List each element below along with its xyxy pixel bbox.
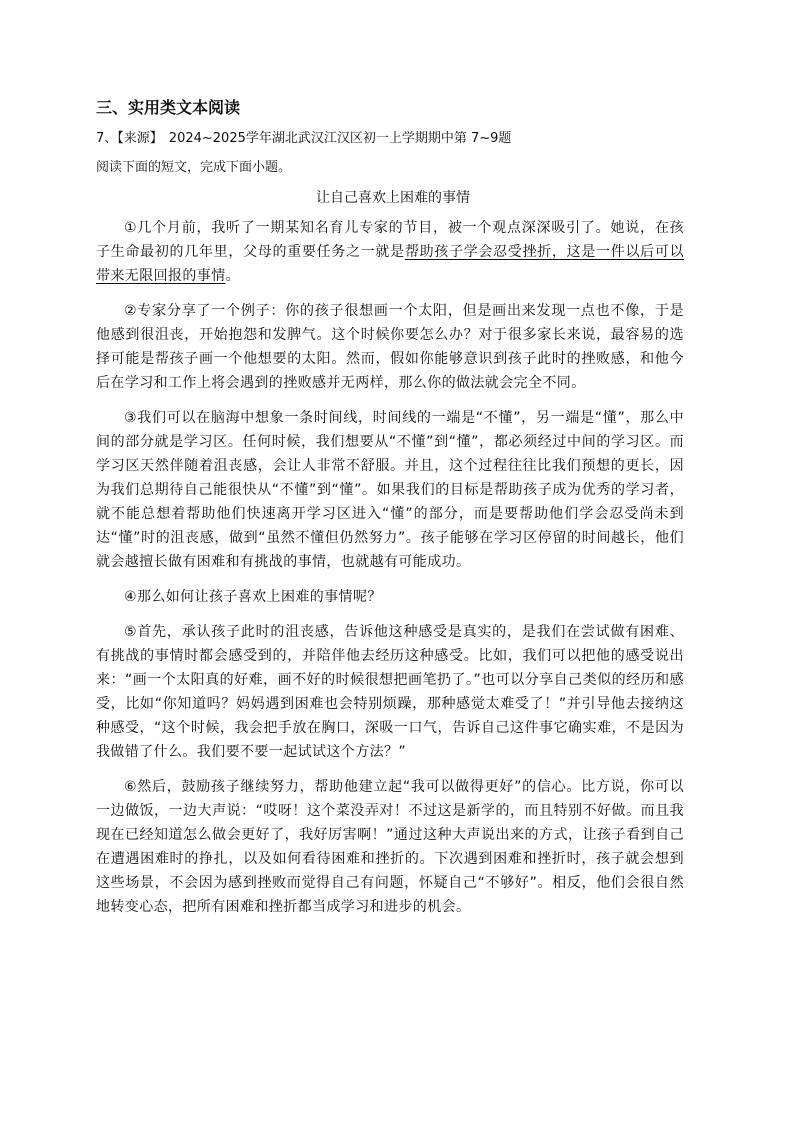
question-number: 7、 <box>96 131 118 146</box>
question-instruction: 阅读下面的短文，完成下面小题。 <box>96 160 292 175</box>
article-title: 让自己喜欢上困难的事情 <box>316 190 470 206</box>
paragraph-2: ②专家分享了一个例子：你的孩子很想画一个太阳，但是画出来发现一点也不像，于是他感到很沮丧，开始抱怨和发脾气。这个时候你要怎么办？对于很多家长来说，最容易的选择可能是帮孩子画一个他想要的太阳。然而，假如你能够意识到孩子此时的挫败感，和他今后在学习和工作上将会遇到的挫败感并无两样，那么你的做法就会完全不同。 <box>96 303 684 391</box>
paragraph-1-underlined-sentence: 帮助孩子学会忍受挫折，这是一件以后可以带来无限回报的事情 <box>96 244 684 284</box>
paragraph-1-end: 。 <box>225 268 241 284</box>
paragraph-4: ④那么如何让孩子喜欢上困难的事情呢？ <box>124 589 382 605</box>
paragraph-1-text: ①几个月前，我听了一期某知名育儿专家的节目，被一个观点深深吸引了。她说，在孩子生命最初的几年里，父母的重要任务之一就是 <box>96 220 684 260</box>
paragraph-5: ⑤首先，承认孩子此时的沮丧感，告诉他这种感受是真实的，是我们在尝试做有困难、有挑战的事情时都会感受到的，并陪伴他去经历这种感受。比如，我们可以把他的感受说出来：“画一个太阳真的好难，画不好的时候很想把画笔扔了。”也可以分享自己类似的经历和感受，比如“你知道吗？妈妈遇到困难也会特别烦躁，那种感觉太难受了！”并引导他去接纳这种感受，“这个时候，我会把手放在胸口，深吸一口气，告诉自己这件事它确实难，不是因为我做错了什么。我们要不要一起试试这个方法？” <box>96 624 684 760</box>
source-text: 2024~2025学年湖北武汉江汉区初一上学期期中第 7~9题 <box>168 131 512 146</box>
question-source-line <box>96 129 684 149</box>
section-heading: 三、实用类文本阅读 <box>96 98 241 117</box>
source-tag: 【来源】 <box>117 131 163 146</box>
paragraph-6: ⑥然后，鼓励孩子继续努力，帮助他建立起“我可以做得更好”的信心。比方说，你可以一边做饭，一边大声说：“哎呀！这个菜没弄对！不过这是新学的，而且特别不好做。而且我现在已经知道怎么做会更好了，我好厉害啊！”通过这种大声说出来的方式，让孩子看到自己在遭遇困难时的挣扎，以及如何看待困难和挫折的。下次遇到困难和挫折时，孩子就会想到这些场景，不会因为感到挫败而觉得自己有问题，怀疑自己“不够好”。相反，他们会很自然地转变心态，把所有困难和挫折都当成学习和进步的机会。 <box>96 779 684 915</box>
paragraph-1 <box>96 216 684 288</box>
paragraph-3: ③我们可以在脑海中想象一条时间线，时间线的一端是“不懂”，另一端是“懂”，那么中间的部分就是学习区。任何时候，我们想要从“不懂”到“懂”，都必须经过中间的学习区。而学习区天然伴随着沮丧感，会让人非常不舒服。并且，这个过程往往比我们预想的更长，因为我们总期待自己能很快从“不懂”到“懂”。如果我们的目标是帮助孩子成为优秀的学习者，就不能总想着帮助他们快速离开学习区进入“懂”的部分，而是要帮助他们学会忍受尚未到达“懂”时的沮丧感，做到“虽然不懂但仍然努力”。孩子能够在学习区停留的时间越长，他们就会越擅长做有困难和有挑战的事情，也就越有可能成功。 <box>96 410 684 570</box>
